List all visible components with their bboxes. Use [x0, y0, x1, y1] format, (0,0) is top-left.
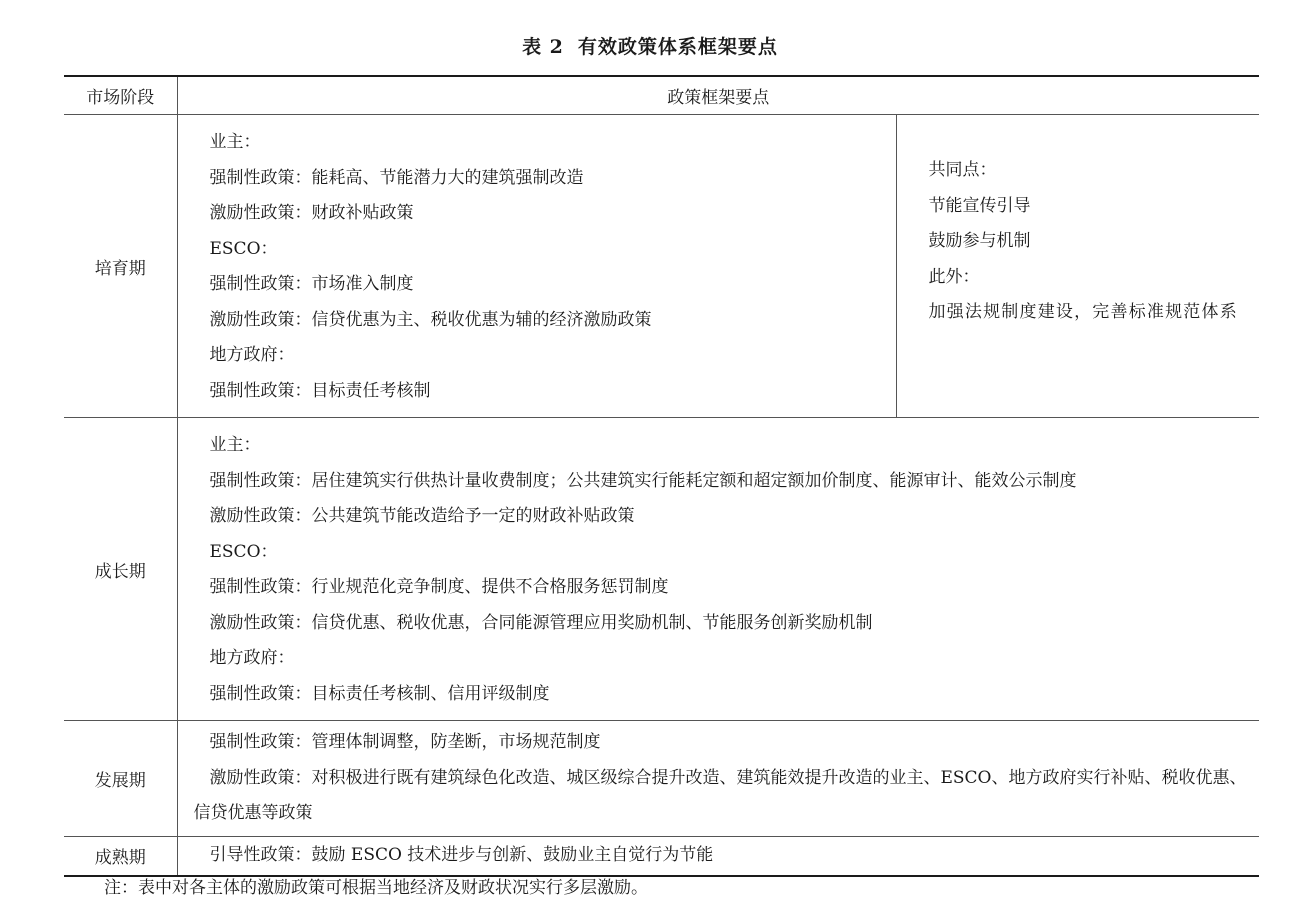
common-line: 鼓励参与机制 — [928, 231, 1031, 251]
policy-line: 强制性政策：居住建筑实行供热计量收费制度；公共建筑实行能耗定额和超定额加价制度、能源审计、能效公示制度 — [209, 470, 1077, 491]
stage-label: 发展期 — [64, 721, 177, 837]
table-row-cultivation — [64, 115, 1259, 418]
policy-framework-table — [64, 75, 1259, 877]
policy-content-cell — [177, 721, 1259, 837]
table-row-development — [64, 721, 1259, 837]
policy-line: 地方政府： — [209, 648, 295, 668]
policy-line: 强制性政策：能耗高、节能潜力大的建筑强制改造 — [209, 167, 584, 188]
policy-line: 业主： — [209, 435, 261, 455]
policy-line: 地方政府： — [209, 345, 295, 365]
policy-content-cell — [177, 837, 1259, 876]
common-line: 此外： — [928, 266, 980, 287]
table-header-row — [64, 76, 1259, 115]
policy-line: 激励性政策：对积极进行既有建筑绿色化改造、城区级综合提升改造、建筑能效提升改造的业主、ESCO、地方政府实行补贴、税收优惠、信贷优惠等政策 — [193, 767, 1247, 823]
common-line: 节能宣传引导 — [928, 195, 1031, 216]
policy-line: 激励性政策：公共建筑节能改造给予一定的财政补贴政策 — [209, 506, 635, 526]
header-policy-framework: 政策框架要点 — [177, 76, 1259, 115]
table-row-growth — [64, 418, 1259, 721]
header-market-stage: 市场阶段 — [64, 76, 177, 115]
policy-line: ESCO： — [209, 238, 278, 259]
policy-line: 激励性政策：信贷优惠为主、税收优惠为辅的经济激励政策 — [209, 309, 652, 330]
policy-line: 激励性政策：信贷优惠、税收优惠，合同能源管理应用奖励机制、节能服务创新奖励机制 — [209, 612, 873, 633]
policy-line: 业主： — [209, 132, 261, 152]
table-title-text: 有效政策体系框架要点 — [577, 36, 778, 58]
policy-line: 强制性政策：市场准入制度 — [209, 274, 414, 294]
stage-label: 成长期 — [64, 418, 177, 721]
table-footnote: 注：表中对各主体的激励政策可根据当地经济及财政状况实行多层激励。 — [104, 878, 648, 898]
policy-line: 强制性政策：行业规范化竞争制度、提供不合格服务惩罚制度 — [209, 577, 669, 597]
table-title — [0, 32, 1300, 59]
policy-line: ESCO： — [209, 541, 278, 562]
table-number: 表 2 — [522, 36, 564, 58]
common-line: 共同点： — [928, 160, 997, 180]
common-points-cell — [896, 115, 1259, 418]
policy-line: 强制性政策：管理体制调整，防垄断，市场规范制度 — [209, 732, 601, 752]
policy-content-cell — [177, 418, 1259, 721]
stage-label: 成熟期 — [64, 837, 177, 876]
policy-content-cell — [177, 115, 896, 418]
policy-line: 强制性政策：目标责任考核制 — [209, 380, 431, 401]
common-line: 加强法规制度建设，完善标准规范体系 — [928, 302, 1238, 322]
policy-line: 引导性政策：鼓励 ESCO 技术进步与创新、鼓励业主自觉行为节能 — [209, 845, 714, 865]
table-row-maturity — [64, 837, 1259, 876]
policy-line: 强制性政策：目标责任考核制、信用评级制度 — [209, 683, 550, 704]
policy-line: 激励性政策：财政补贴政策 — [209, 203, 414, 223]
stage-label: 培育期 — [64, 115, 177, 418]
